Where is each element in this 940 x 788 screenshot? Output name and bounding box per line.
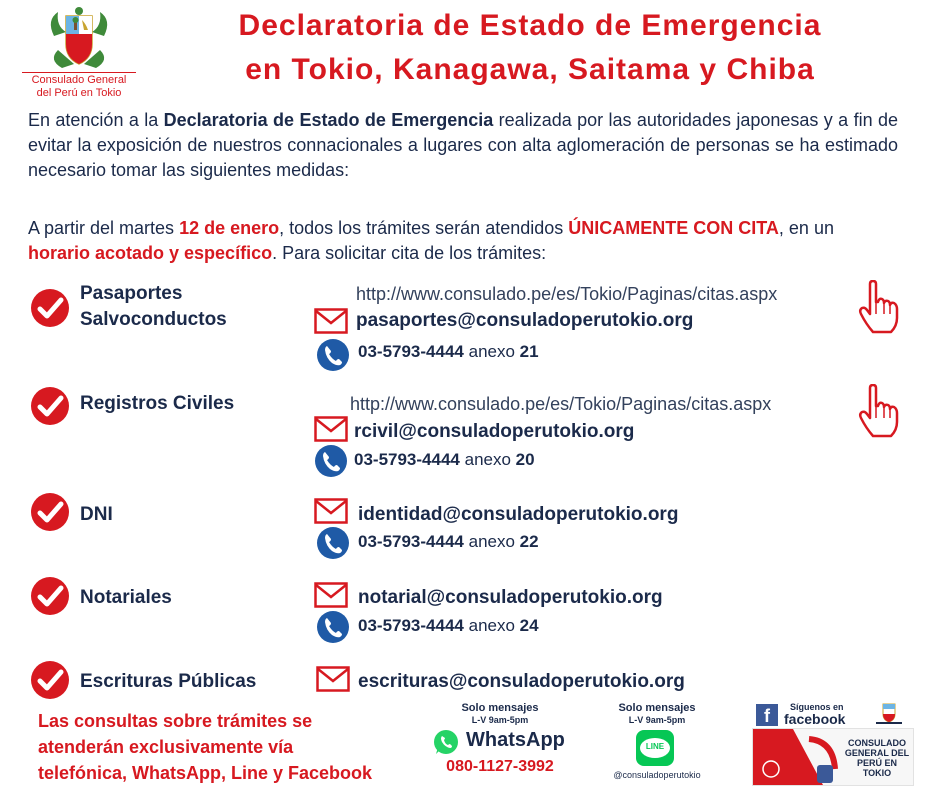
facebook-follow-text: Síguenos en	[790, 702, 844, 712]
schedule-appointment-only: ÚNICAMENTE CON CITA	[568, 218, 779, 238]
phone-main: 03-5793-4444	[358, 616, 464, 635]
line-icon	[636, 730, 674, 766]
anexo-number: 22	[519, 532, 539, 551]
whatsapp-icon	[432, 728, 460, 756]
whatsapp-label: WhatsApp	[466, 729, 565, 751]
schedule-paragraph	[28, 216, 898, 266]
citas-link[interactable]: http://www.consulado.pe/es/Tokio/Paginas/citas.aspx	[356, 284, 778, 304]
small-crest-icon	[872, 702, 906, 724]
mail-icon	[314, 416, 348, 442]
phone-number[interactable]	[358, 340, 539, 364]
pointing-hand-icon	[856, 384, 900, 438]
intro-text-2: realizada por las autoridades japonesas y a fin de evitar la exposición de nuestros connacionales a lugares con alta aglomeración de personas se ha estimado necesario tomar las siguientes medidas:	[28, 110, 898, 180]
service-pasaportes	[80, 281, 227, 333]
intro-paragraph	[28, 108, 898, 183]
service-name: Pasaportes	[80, 283, 183, 304]
card-line3: PERÚ EN	[856, 758, 897, 768]
phone-icon	[314, 444, 348, 478]
mail-icon	[316, 666, 350, 692]
phone-main: 03-5793-4444	[358, 532, 464, 551]
facebook-card-text	[838, 738, 916, 778]
anexo-label: anexo	[468, 342, 515, 361]
schedule-text-1: A partir del martes	[28, 218, 180, 238]
email-link[interactable]: identidad@consuladoperutokio.org	[358, 504, 679, 525]
phone-main: 03-5793-4444	[358, 342, 464, 361]
consulate-name-line2: del Perú en Tokio	[36, 87, 122, 99]
page-title-line1: Declaratoria de Estado de Emergencia	[238, 9, 822, 42]
schedule-text-4: . Para solicitar cita de los trámites:	[272, 243, 547, 263]
email-link[interactable]: escrituras@consuladoperutokio.org	[358, 671, 685, 692]
whatsapp-hours: L-V 9am-5pm	[471, 715, 529, 725]
email-link[interactable]: notarial@consuladoperutokio.org	[358, 587, 663, 608]
card-line1: CONSULADO	[848, 738, 906, 748]
check-icon	[30, 660, 70, 700]
phone-number[interactable]	[358, 614, 539, 638]
anexo-label: anexo	[468, 616, 515, 635]
anexo-number: 20	[515, 450, 535, 469]
line-handle[interactable]: @consuladoperutokio	[613, 770, 701, 780]
facebook-icon: f	[756, 704, 778, 726]
consult-line1: Las consultas sobre trámites se	[38, 711, 313, 731]
intro-text-1: En atención a la	[28, 110, 164, 130]
email-link[interactable]: pasaportes@consuladoperutokio.org	[356, 310, 694, 331]
anexo-number: 24	[519, 616, 539, 635]
line-hours: L-V 9am-5pm	[628, 715, 686, 725]
mail-icon	[314, 498, 348, 524]
consulate-name-line1: Consulado General	[31, 74, 127, 86]
phone-main: 03-5793-4444	[354, 450, 460, 469]
service-escrituras: Escrituras Públicas	[80, 671, 257, 692]
pointing-hand-icon	[856, 280, 900, 334]
check-icon	[30, 492, 70, 532]
anexo-label: anexo	[468, 532, 515, 551]
peru-coat-of-arms-icon	[44, 6, 114, 72]
whatsapp-number[interactable]: 080-1127-3992	[446, 758, 554, 775]
consulate-name	[14, 74, 144, 100]
consult-line3: telefónica, WhatsApp, Line y Facebook	[38, 763, 373, 783]
service-name: Salvoconductos	[80, 309, 227, 330]
schedule-date: 12 de enero	[179, 218, 280, 238]
phone-icon	[316, 526, 350, 560]
card-line2: GENERAL DEL	[844, 748, 910, 758]
check-icon	[30, 576, 70, 616]
service-registros: Registros Civiles	[80, 393, 235, 414]
phone-number[interactable]	[358, 530, 539, 554]
citas-link[interactable]: http://www.consulado.pe/es/Tokio/Paginas/citas.aspx	[350, 394, 772, 414]
anexo-number: 21	[519, 342, 539, 361]
phone-number[interactable]	[354, 448, 535, 472]
facebook-follow[interactable]	[756, 702, 852, 726]
check-icon	[30, 386, 70, 426]
facebook-label: facebook	[784, 711, 846, 727]
page-title	[150, 4, 910, 92]
check-icon	[30, 288, 70, 328]
schedule-text-2: , todos los trámites serán atendidos	[279, 218, 569, 238]
line-icon-label: LINE	[645, 742, 665, 751]
consult-line2: atenderán exclusivamente vía	[38, 737, 294, 757]
phone-icon	[316, 610, 350, 644]
consulate-divider	[22, 72, 136, 73]
schedule-text-3: , en un	[778, 218, 834, 238]
email-link[interactable]: rcivil@consuladoperutokio.org	[354, 421, 635, 442]
schedule-hours: horario acotado y específico	[28, 243, 273, 263]
phone-icon	[316, 338, 350, 372]
mail-icon	[314, 308, 348, 334]
page-title-line2: en Tokio, Kanagawa, Saitama y Chiba	[245, 53, 815, 86]
service-dni: DNI	[80, 504, 113, 525]
intro-bold: Declaratoria de Estado de Emergencia	[163, 110, 494, 130]
line-head: Solo mensajes	[618, 702, 696, 714]
card-line4: TOKIO	[862, 768, 892, 778]
whatsapp-head: Solo mensajes	[461, 702, 539, 714]
anexo-label: anexo	[464, 450, 511, 469]
service-notariales: Notariales	[80, 587, 172, 608]
mail-icon	[314, 582, 348, 608]
consultation-note	[38, 708, 418, 786]
